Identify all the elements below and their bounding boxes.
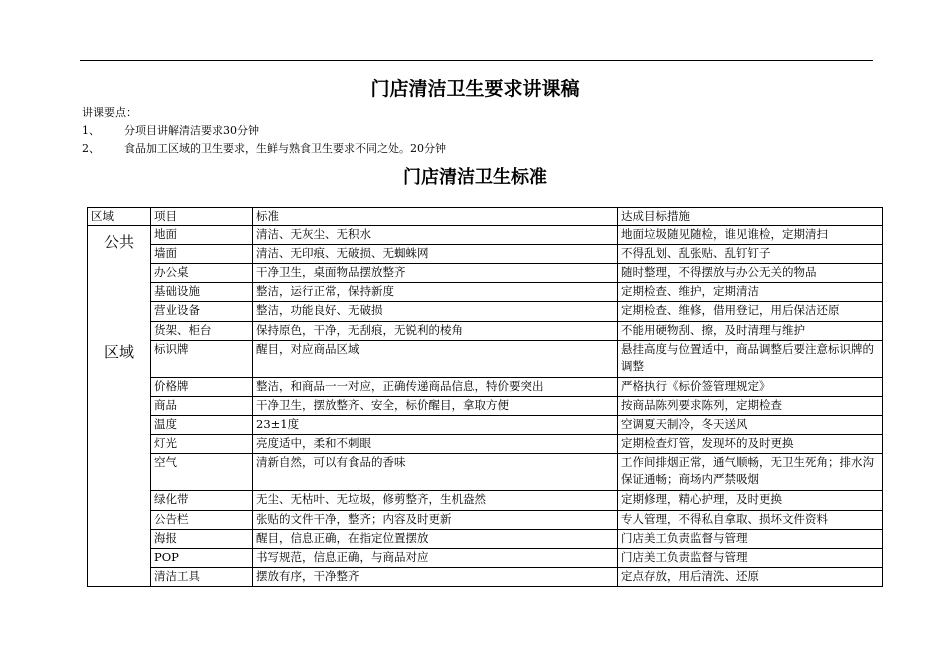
table-row (88, 321, 883, 340)
header-area: 区域 (88, 208, 151, 226)
item-cell: 海报 (151, 529, 253, 548)
table-row (88, 245, 883, 264)
area-label-zone: 区域 (103, 343, 134, 361)
item-cell: 绿化带 (151, 491, 253, 510)
document-title: 门店清洁卫生要求讲课稿 (370, 78, 580, 100)
measure-cell: 按商品陈列要求陈列，定期检查 (618, 396, 883, 415)
measure-cell: 定期检查、维修，借用登记，用后保洁还原 (618, 302, 883, 321)
point-number: 1、 (82, 124, 100, 137)
area-label-public: 公共 (103, 233, 134, 251)
standard-cell: 23±1度 (253, 416, 618, 435)
item-cell: 清洁工具 (151, 567, 253, 586)
item-cell: 商品 (151, 396, 253, 415)
standard-cell: 保持原色，干净，无刮痕，无锐利的棱角 (253, 321, 618, 340)
measure-cell: 随时整理，不得摆放与办公无关的物品 (618, 264, 883, 283)
item-cell: 温度 (151, 416, 253, 435)
table-row (88, 567, 883, 586)
measure-cell: 工作间排烟正常，通气顺畅，无卫生死角；排水沟保证通畅；商场内严禁吸烟 (618, 454, 883, 491)
table-row (88, 264, 883, 283)
item-cell: 墙面 (151, 245, 253, 264)
item-cell: 营业设备 (151, 302, 253, 321)
standard-cell: 清洁、无灰尘、无积水 (253, 226, 618, 245)
standard-cell: 干净卫生，摆放整齐、安全，标价醒目，拿取方便 (253, 396, 618, 415)
point-number: 2、 (82, 142, 100, 155)
item-cell: 标识牌 (151, 340, 253, 377)
item-cell: 空气 (151, 454, 253, 491)
table-row (88, 302, 883, 321)
standard-cell: 清新自然，可以有食品的香味 (253, 454, 618, 491)
standards-title: 门店清洁卫生标准 (403, 167, 547, 188)
standard-cell: 整洁，运行正常，保持新度 (253, 283, 618, 302)
measure-cell: 专人管理，不得私自拿取、损坏文件资料 (618, 510, 883, 529)
table-row (88, 340, 883, 377)
point-item (82, 140, 446, 158)
standard-cell: 张贴的文件干净，整齐；内容及时更新 (253, 510, 618, 529)
table-row (88, 548, 883, 567)
intro-heading: 讲课要点： (82, 106, 137, 119)
table-row (88, 416, 883, 435)
header-item: 项目 (151, 208, 253, 226)
item-cell: 价格牌 (151, 377, 253, 396)
item-cell: 办公桌 (151, 264, 253, 283)
item-cell: 地面 (151, 226, 253, 245)
measure-cell: 严格执行《标价签管理规定》 (618, 377, 883, 396)
standard-cell: 干净卫生，桌面物品摆放整齐 (253, 264, 618, 283)
area-cell (88, 226, 151, 587)
header-measure: 达成目标措施 (618, 208, 883, 226)
measure-cell: 门店美工负责监督与管理 (618, 529, 883, 548)
measure-cell: 门店美工负责监督与管理 (618, 548, 883, 567)
standard-cell: 醒目，对应商品区域 (253, 340, 618, 377)
table-row (88, 510, 883, 529)
measure-cell: 定点存放，用后清洗、还原 (618, 567, 883, 586)
standard-cell: 醒目，信息正确，在指定位置摆放 (253, 529, 618, 548)
measure-cell: 定期修理，精心护理，及时更换 (618, 491, 883, 510)
table-row (88, 226, 883, 245)
measure-cell: 空调夏天制冷，冬天送风 (618, 416, 883, 435)
item-cell: 公告栏 (151, 510, 253, 529)
measure-cell: 定期检查、维护，定期清洁 (618, 283, 883, 302)
measure-cell: 地面垃圾随见随检，谁见谁检，定期清扫 (618, 226, 883, 245)
table-row (88, 396, 883, 415)
standard-cell: 整洁，功能良好、无破损 (253, 302, 618, 321)
header-standard: 标准 (253, 208, 618, 226)
measure-cell: 不能用硬物刮、擦，及时清理与维护 (618, 321, 883, 340)
measure-cell: 悬挂高度与位置适中，商品调整后要注意标识牌的调整 (618, 340, 883, 377)
standard-cell: 摆放有序，干净整齐 (253, 567, 618, 586)
table-row (88, 491, 883, 510)
standard-cell: 亮度适中，柔和不刺眼 (253, 435, 618, 454)
standard-cell: 无尘、无枯叶、无垃圾，修剪整齐，生机盎然 (253, 491, 618, 510)
point-text: 分项目讲解清洁要求30分钟 (124, 124, 259, 137)
table-row (88, 529, 883, 548)
point-text: 食品加工区域的卫生要求，生鲜与熟食卫生要求不同之处。20分钟 (124, 142, 446, 155)
lecture-points (82, 104, 446, 158)
measure-cell: 不得乱划、乱张贴、乱钉钉子 (618, 245, 883, 264)
cleaning-standards-table (87, 207, 883, 587)
measure-cell: 定期检查灯管，发现坏的及时更换 (618, 435, 883, 454)
standard-cell: 整洁，和商品一一对应，正确传递商品信息，特价要突出 (253, 377, 618, 396)
table-row (88, 377, 883, 396)
item-cell: 货架、柜台 (151, 321, 253, 340)
item-cell: 基础设施 (151, 283, 253, 302)
point-item (82, 122, 446, 140)
header-rule (80, 60, 873, 61)
table-row (88, 454, 883, 491)
standard-cell: 清洁、无印痕、无破损、无蜘蛛网 (253, 245, 618, 264)
item-cell: 灯光 (151, 435, 253, 454)
table-row (88, 283, 883, 302)
standard-cell: 书写规范，信息正确，与商品对应 (253, 548, 618, 567)
table-header-row (88, 208, 883, 226)
table-row (88, 435, 883, 454)
item-cell: POP (151, 548, 253, 567)
